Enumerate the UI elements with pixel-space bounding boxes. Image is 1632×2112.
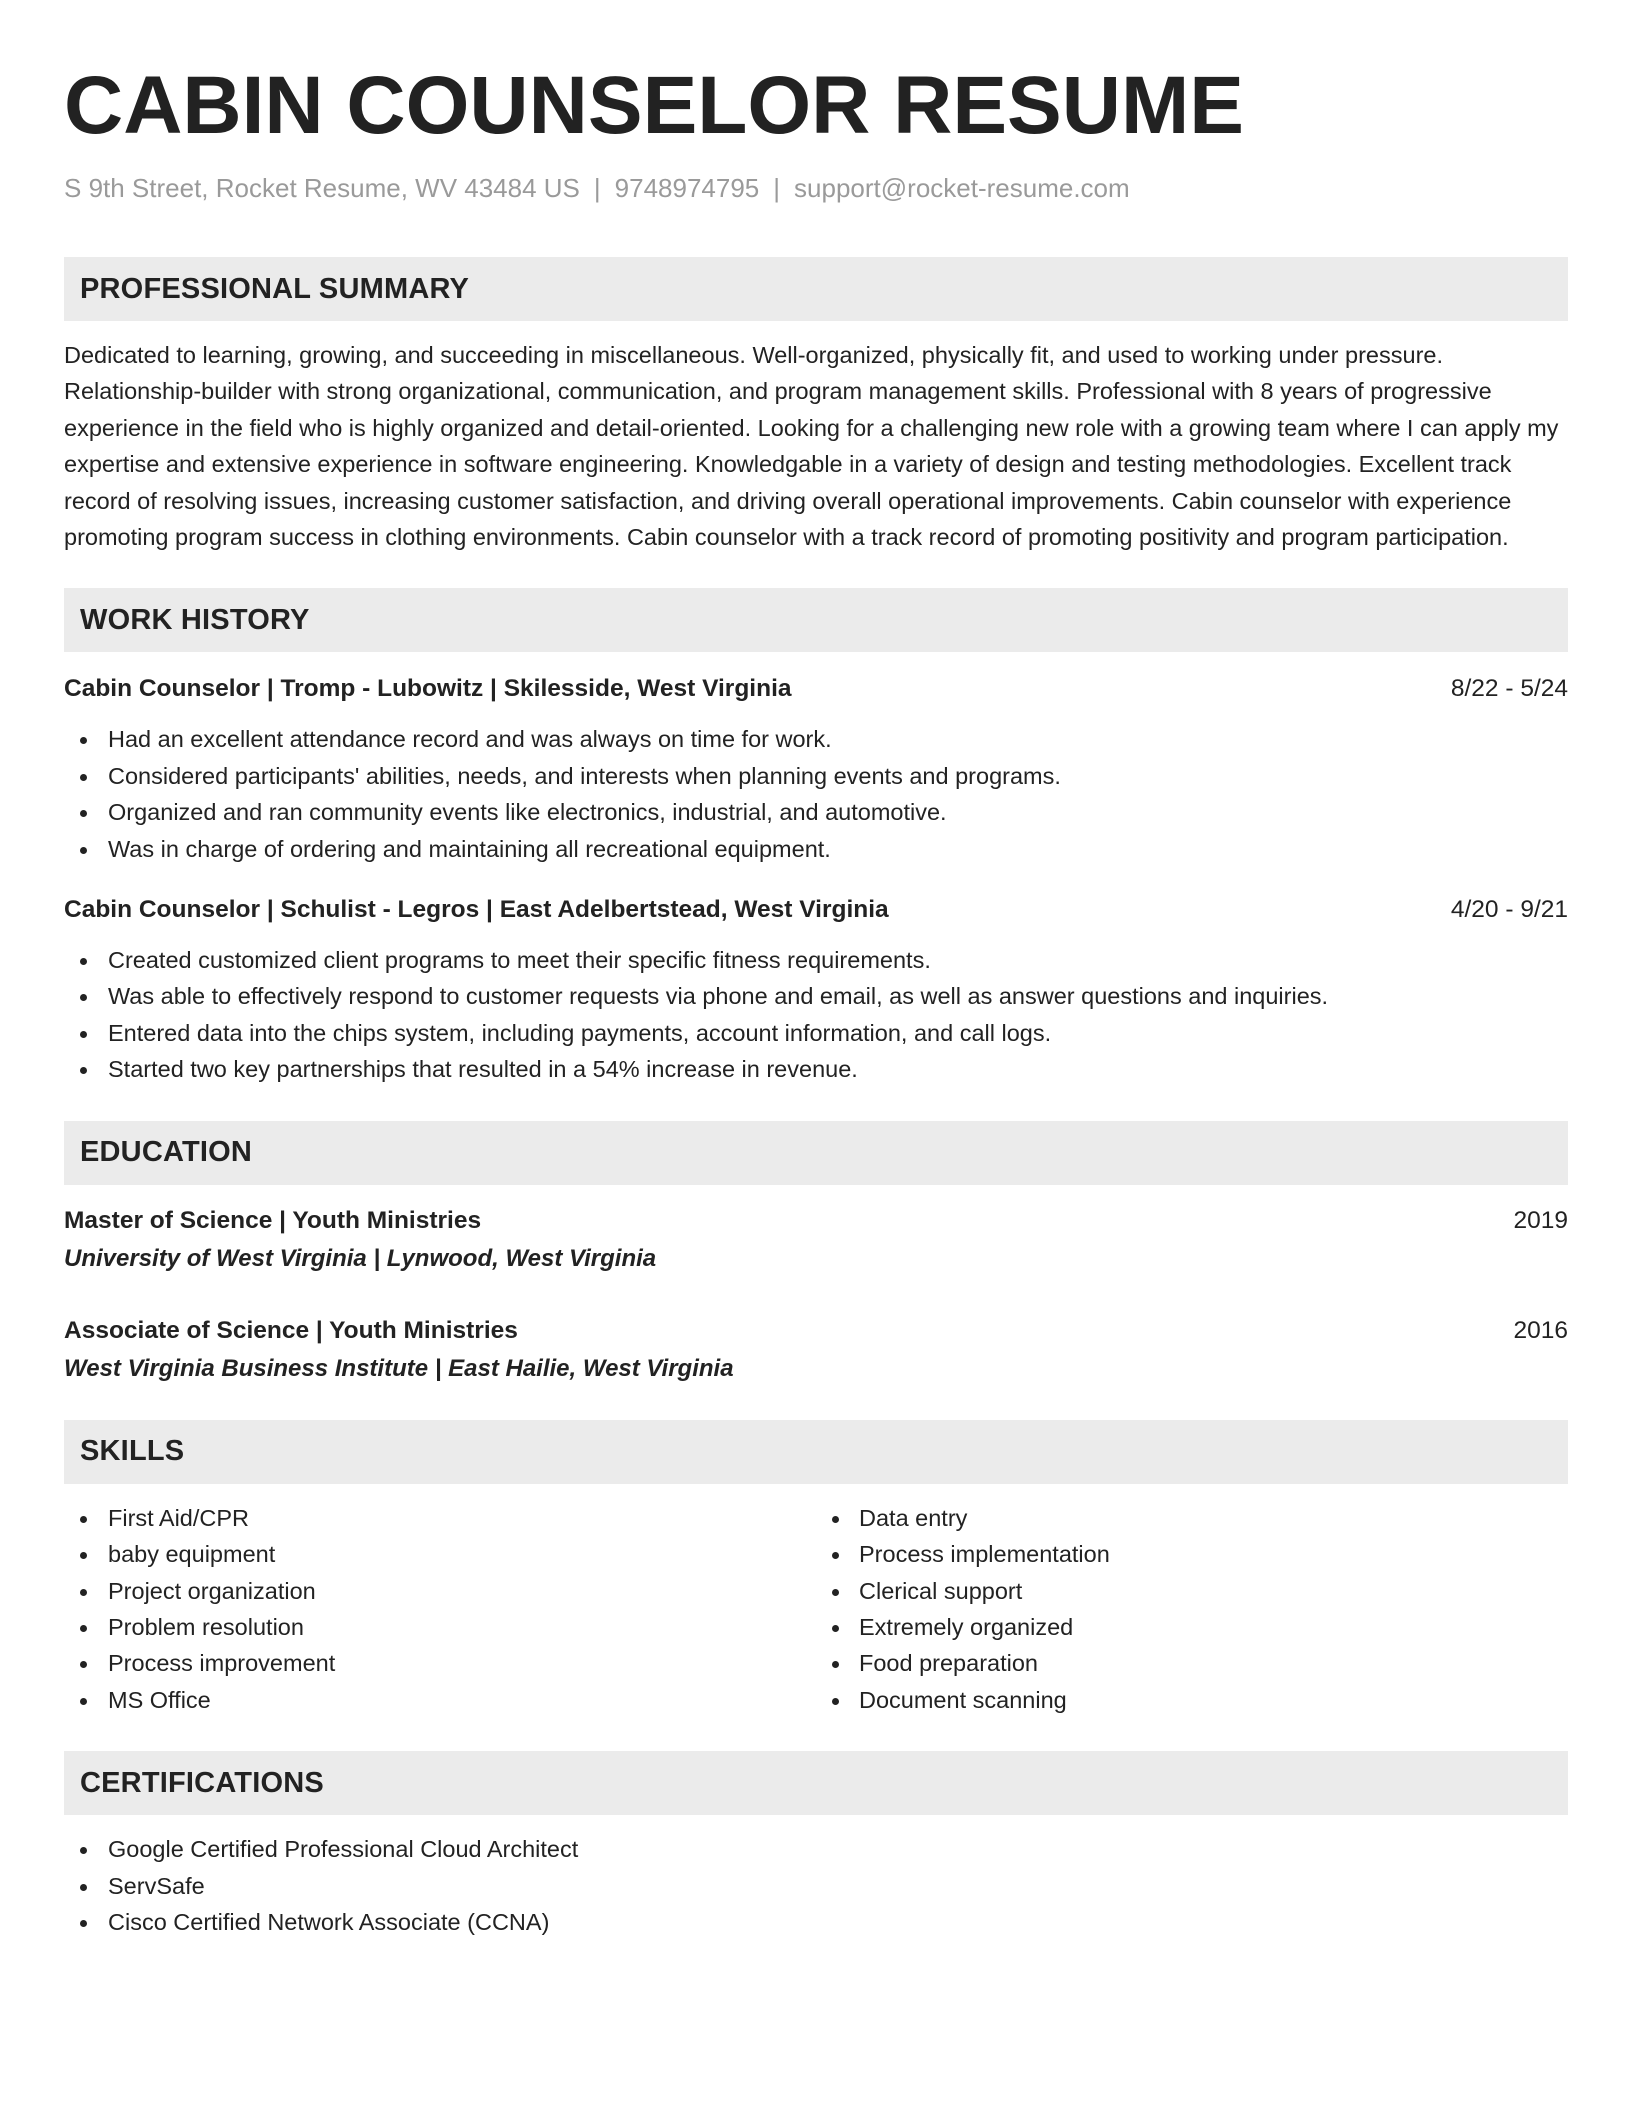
page-title: CABIN COUNSELOR RESUME xyxy=(64,60,1244,151)
job-bullet: Organized and ran community events like electronics, industrial, and automotive. xyxy=(64,794,1568,830)
job-bullet: Had an excellent attendance record and was always on time for work. xyxy=(64,721,1568,757)
skill-item: First Aid/CPR xyxy=(64,1500,816,1536)
skill-item: Document scanning xyxy=(816,1682,1568,1718)
skill-item: Data entry xyxy=(816,1500,1568,1536)
education-year: 2019 xyxy=(1513,1206,1568,1234)
skill-item: Project organization xyxy=(64,1573,816,1609)
education-school: University of West Virginia | Lynwood, West Virginia xyxy=(64,1244,657,1272)
education-year: 2016 xyxy=(1513,1316,1568,1344)
education-degree: Master of Science | Youth Ministries xyxy=(64,1206,482,1234)
skills-column-left xyxy=(64,1500,816,1718)
education-header xyxy=(64,1203,1568,1239)
contact-phone: 9748974795 xyxy=(614,173,760,203)
certification-item: ServSafe xyxy=(64,1868,1568,1904)
contact-separator: | xyxy=(593,173,601,203)
job-title: Cabin Counselor | Tromp - Lubowitz | Skilesside, West Virginia xyxy=(64,675,792,703)
job-dates: 4/20 - 9/21 xyxy=(1450,896,1568,924)
job-bullet: Started two key partnerships that resulted in a 54% increase in revenue. xyxy=(64,1051,1568,1087)
education-school: West Virginia Business Institute | East Hailie, West Virginia xyxy=(64,1354,734,1382)
job-dates: 8/22 - 5/24 xyxy=(1450,675,1568,703)
section-header-work-history: WORK HISTORY xyxy=(64,588,1568,652)
job-title: Cabin Counselor | Schulist - Legros | East Adelbertstead, West Virginia xyxy=(64,896,889,924)
certification-bullets xyxy=(64,1831,1568,1940)
skill-item: Process implementation xyxy=(816,1536,1568,1572)
education-header xyxy=(64,1313,1568,1349)
job-bullets xyxy=(64,721,1568,867)
skill-item: baby equipment xyxy=(64,1536,816,1572)
contact-email: support@rocket-resume.com xyxy=(794,173,1130,203)
skills-grid xyxy=(64,1500,1568,1718)
section-header-skills: SKILLS xyxy=(64,1420,1568,1484)
summary-text: Dedicated to learning, growing, and succeeding in miscellaneous. Well-organized, physically fit, and used to working under pressure. Relationship-builder with strong organizational, communication, and program management skills. Professional with 8 years of progressive experience in the field who is highly organized and detail-oriented. Looking for a challenging new role with a growing team where I can apply my expertise and extensive experience in software engineering. Knowledgable in a variety of design and testing methodologies. Excellent track record of resolving issues, increasing customer satisfaction, and driving overall operational improvements. Cabin counselor with experience promoting program success in clothing environments. Cabin counselor with a track record of promoting positivity and program participation. xyxy=(64,342,1559,551)
contact-address: S 9th Street, Rocket Resume, WV 43484 US xyxy=(64,173,580,203)
skill-item: Food preparation xyxy=(816,1645,1568,1681)
skill-item: Problem resolution xyxy=(64,1609,816,1645)
skill-item: Extremely organized xyxy=(816,1609,1568,1645)
skill-item: Process improvement xyxy=(64,1645,816,1681)
section-header-certifications: CERTIFICATIONS xyxy=(64,1751,1568,1815)
contact-separator: | xyxy=(773,173,781,203)
skills-column-right xyxy=(816,1500,1568,1718)
job-bullet: Considered participants' abilities, needs, and interests when planning events and programs. xyxy=(64,758,1568,794)
skill-item: MS Office xyxy=(64,1682,816,1718)
skill-item: Clerical support xyxy=(816,1573,1568,1609)
certification-item: Cisco Certified Network Associate (CCNA) xyxy=(64,1904,1568,1940)
section-header-summary: PROFESSIONAL SUMMARY xyxy=(64,257,1568,321)
job-entry xyxy=(64,671,1568,867)
job-bullet: Entered data into the chips system, including payments, account information, and call logs. xyxy=(64,1015,1568,1051)
job-bullets xyxy=(64,942,1568,1088)
job-bullet: Was in charge of ordering and maintaining all recreational equipment. xyxy=(64,831,1568,867)
job-header xyxy=(64,892,1568,928)
job-bullet: Created customized client programs to meet their specific fitness requirements. xyxy=(64,942,1568,978)
education-entry xyxy=(64,1203,1568,1277)
section-header-education: EDUCATION xyxy=(64,1121,1568,1185)
contact-line xyxy=(64,170,1568,206)
job-bullet: Was able to effectively respond to customer requests via phone and email, as well as answer questions and inquiries. xyxy=(64,978,1568,1014)
job-entry xyxy=(64,892,1568,1088)
certification-item: Google Certified Professional Cloud Architect xyxy=(64,1831,1568,1867)
education-entry xyxy=(64,1313,1568,1387)
job-header xyxy=(64,671,1568,707)
certifications-list xyxy=(64,1831,1568,1940)
education-degree: Associate of Science | Youth Ministries xyxy=(64,1316,518,1344)
